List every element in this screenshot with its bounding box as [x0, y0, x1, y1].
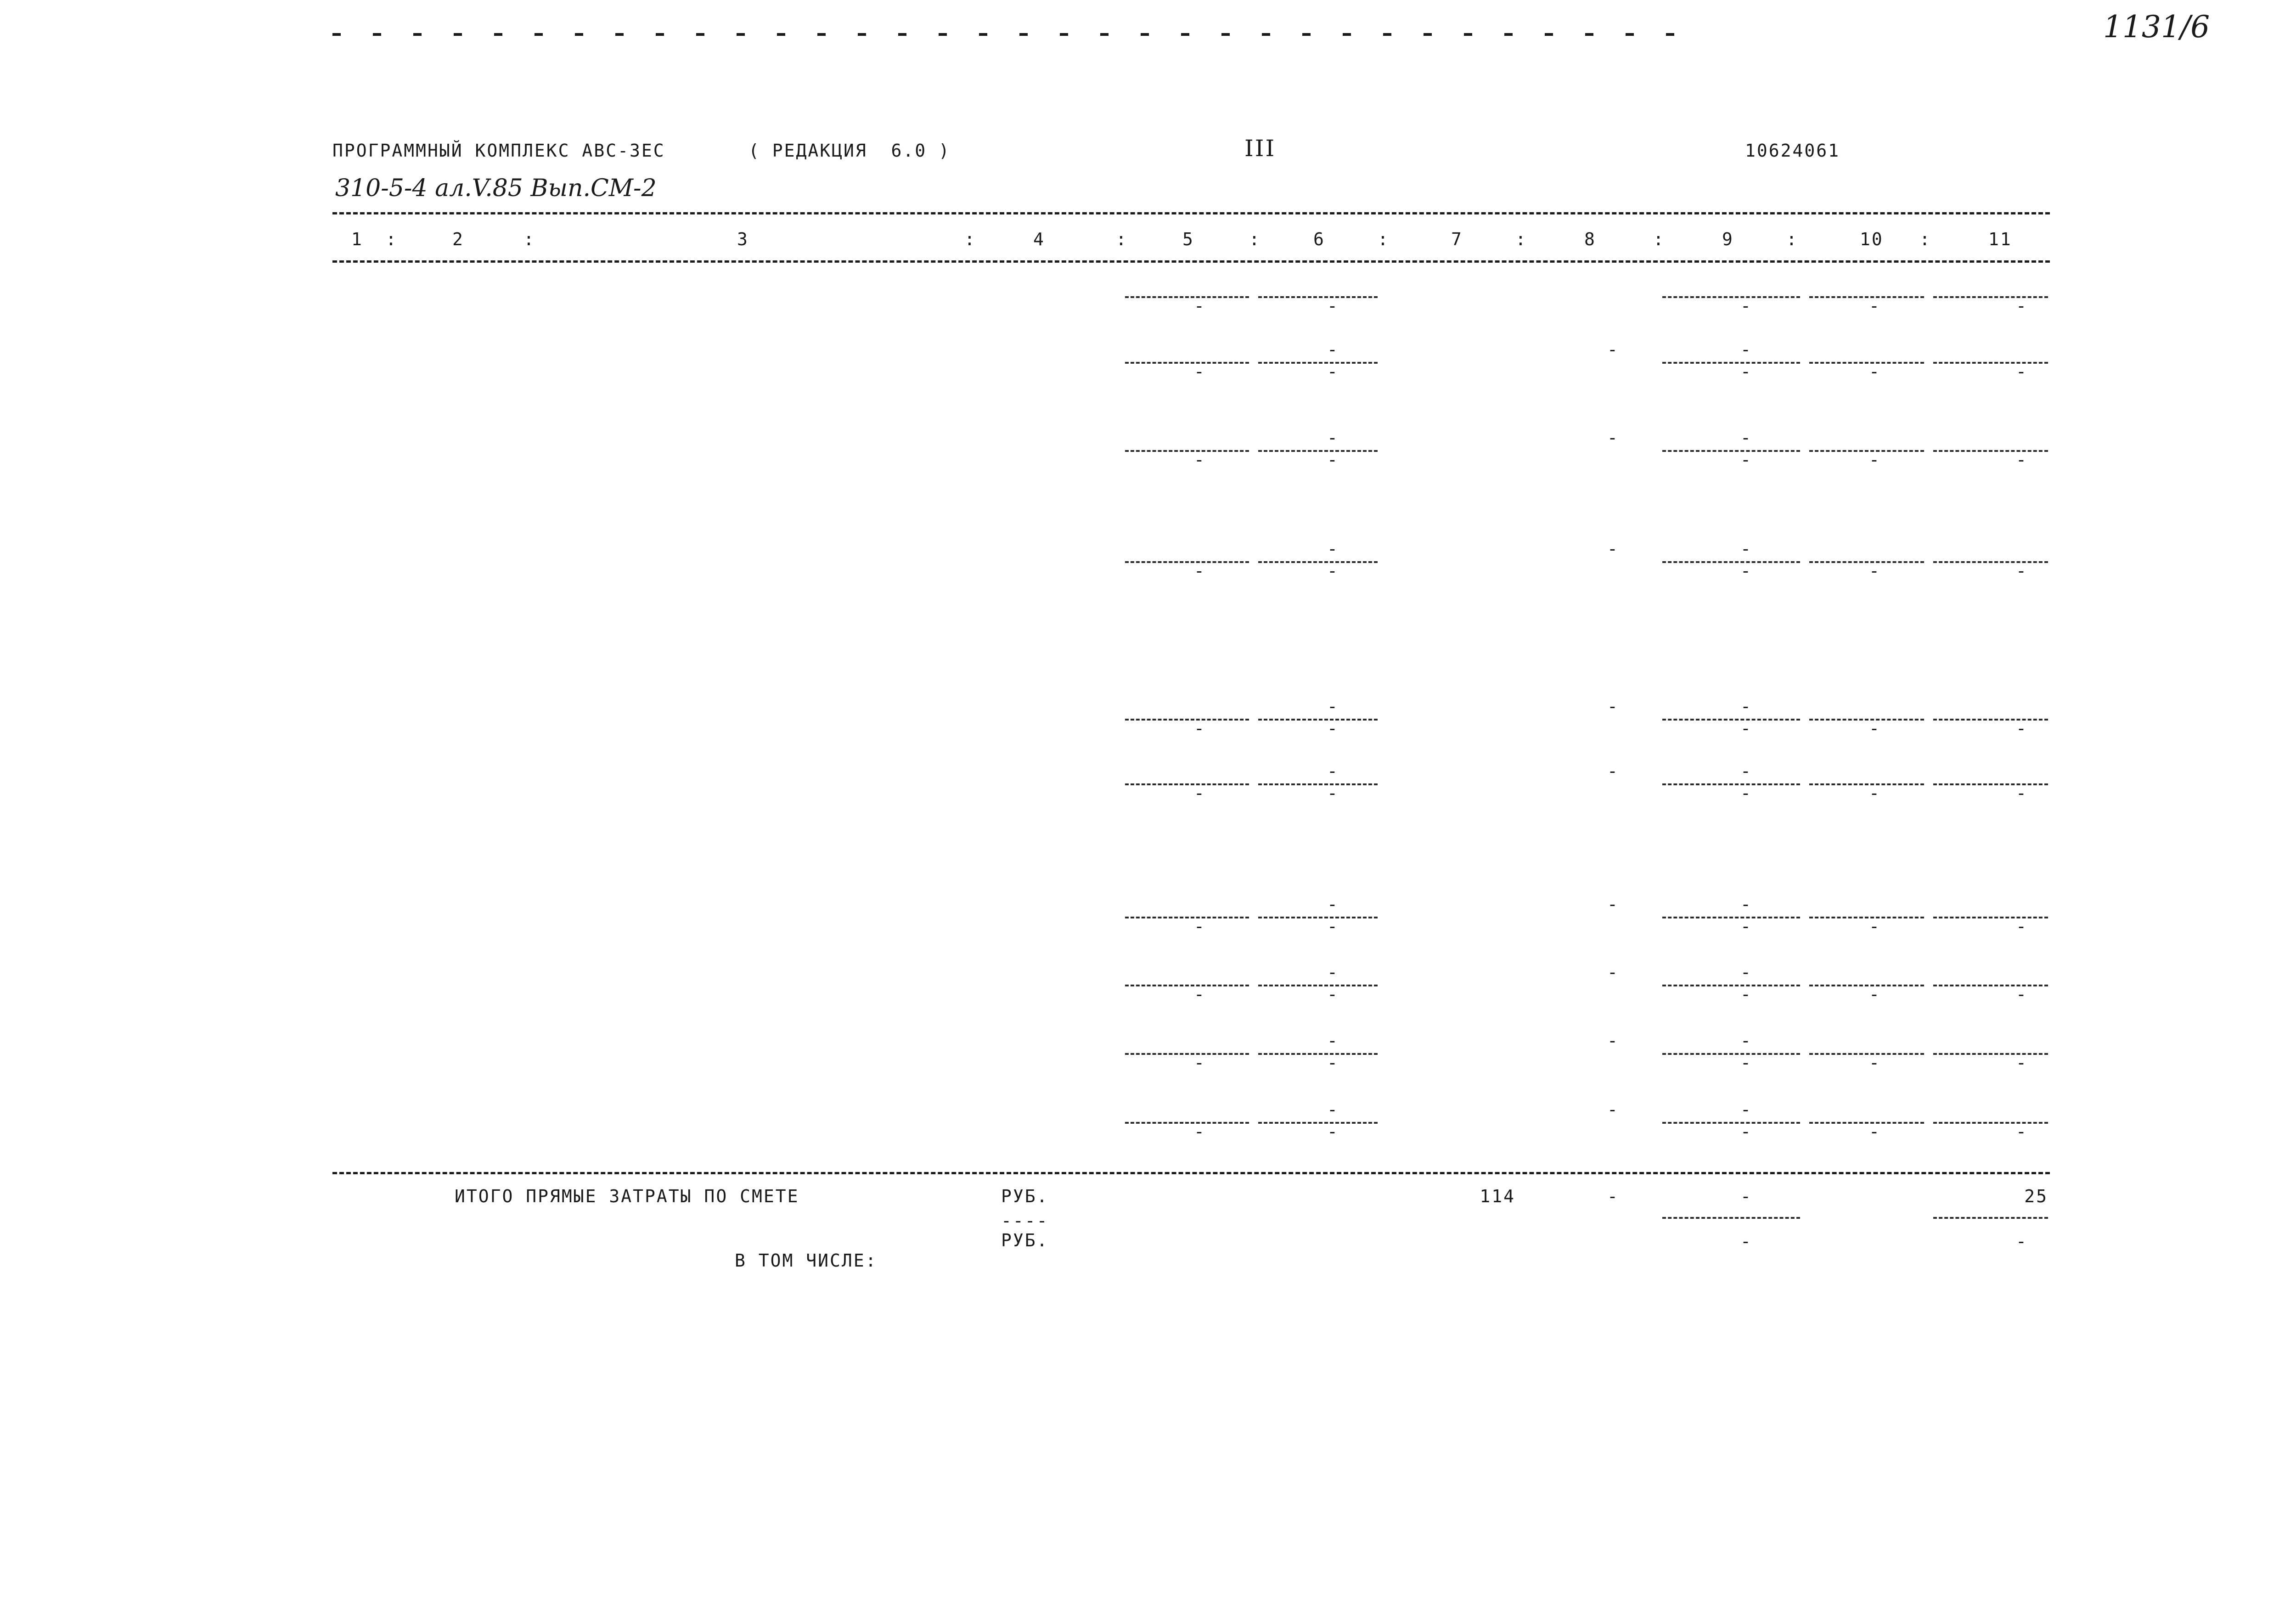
row-col9: - [1740, 894, 1752, 914]
row-placeholder-dash: - [1194, 450, 1204, 470]
row-col9: - [1740, 761, 1752, 781]
column-number: 10 [1860, 229, 1884, 249]
direct-costs-col11-b: - [2016, 1231, 2028, 1251]
row-subtotal-rule [1809, 783, 1924, 785]
program-title: ПРОГРАММНЫЙ КОМПЛЕКС АВС-3ЕС [332, 141, 665, 161]
column-separator: : [1378, 229, 1390, 249]
row-placeholder-dash: - [1740, 916, 1751, 936]
row-subtotal-rule [1809, 362, 1924, 364]
top-dash-mark [656, 33, 664, 36]
top-dash-mark [1060, 33, 1068, 36]
row-subtotal-rule [1662, 362, 1800, 364]
row-col9: - [1740, 539, 1752, 559]
row-placeholder-dash: - [1740, 561, 1751, 581]
column-separator: : [386, 229, 398, 249]
row-subtotal-rule [1662, 296, 1800, 298]
row-subtotal-rule [1809, 985, 1924, 986]
row-placeholder-dash: - [1327, 1053, 1338, 1073]
row-col6: - [1327, 428, 1339, 448]
column-number: 9 [1722, 229, 1734, 249]
direct-costs-col7: 114 [1480, 1186, 1515, 1206]
row-placeholder-dash: - [2016, 361, 2026, 382]
top-dash-mark [1141, 33, 1149, 36]
top-dash-mark [1181, 33, 1189, 36]
row-placeholder-dash: - [2016, 296, 2026, 316]
row-subtotal-rule [1258, 783, 1378, 785]
document-number: 10624061 [1745, 141, 1840, 161]
top-dash-mark [1545, 33, 1553, 36]
row-col6: - [1327, 962, 1339, 982]
row-col8: - [1607, 539, 1619, 559]
row-subtotal-rule [1258, 1053, 1378, 1055]
top-dash-mark [898, 33, 906, 36]
direct-costs-unit: РУБ. [1001, 1186, 1049, 1206]
row-subtotal-rule [1809, 719, 1924, 721]
row-subtotal-rule [1125, 1122, 1249, 1124]
row-placeholder-dash: - [1194, 361, 1204, 382]
row-placeholder-dash: - [1869, 1121, 1880, 1142]
row-col6: - [1327, 539, 1339, 559]
row-placeholder-dash: - [1194, 984, 1204, 1004]
direct-costs-col11: 25 [2024, 1186, 2048, 1206]
top-dash-mark [535, 33, 543, 36]
top-dash-mark [696, 33, 704, 36]
row-placeholder-dash: - [1740, 984, 1751, 1004]
top-dash-mark [454, 33, 462, 36]
edition-label: ( РЕДАКЦИЯ 6.0 ) [748, 141, 951, 161]
row-subtotal-rule [1125, 985, 1249, 986]
top-dash-mark [575, 33, 583, 36]
row-subtotal-rule [1662, 719, 1800, 721]
column-number: 8 [1584, 229, 1596, 249]
row-subtotal-rule [1809, 561, 1924, 563]
row-placeholder-dash: - [1740, 361, 1751, 382]
row-subtotal-rule [1662, 1122, 1800, 1124]
direct-costs-col9-b: - [1740, 1231, 1752, 1251]
row-subtotal-rule [1809, 1053, 1924, 1055]
row-subtotal-rule [1125, 1053, 1249, 1055]
row-col6: - [1327, 761, 1339, 781]
row-subtotal-rule [1662, 450, 1800, 452]
row-subtotal-rule [1258, 985, 1378, 986]
row-col8: - [1607, 894, 1619, 914]
column-number: 2 [452, 229, 464, 249]
row-col9: - [1740, 696, 1752, 716]
row-subtotal-rule [1662, 783, 1800, 785]
row-subtotal-rule [1933, 1053, 2048, 1055]
row-col6: - [1327, 1031, 1339, 1051]
column-separator: : [523, 229, 535, 249]
column-number: 7 [1451, 229, 1463, 249]
column-separator: : [1653, 229, 1665, 249]
table-top-rule [332, 212, 2050, 214]
top-dash-mark [1424, 33, 1432, 36]
row-subtotal-rule [1258, 917, 1378, 918]
top-dash-mark [1464, 33, 1472, 36]
direct-costs-label: ИТОГО ПРЯМЫЕ ЗАТРАТЫ ПО СМЕТЕ [455, 1186, 799, 1206]
row-subtotal-rule [1662, 917, 1800, 918]
direct-costs-col9: - [1740, 1186, 1752, 1206]
row-placeholder-dash: - [1869, 783, 1880, 803]
direct-costs-unit-2: РУБ. [1001, 1230, 1049, 1250]
row-col6: - [1327, 339, 1339, 360]
direct-costs-rule-col11 [1933, 1217, 2048, 1219]
row-placeholder-dash: - [1869, 450, 1880, 470]
row-placeholder-dash: - [1327, 916, 1338, 936]
top-dash-mark [1666, 33, 1674, 36]
row-subtotal-rule [1125, 719, 1249, 721]
row-placeholder-dash: - [1740, 1053, 1751, 1073]
row-subtotal-rule [1809, 1122, 1924, 1124]
row-subtotal-rule [1258, 362, 1378, 364]
row-col9: - [1740, 1099, 1752, 1120]
column-number: 6 [1313, 229, 1325, 249]
row-subtotal-rule [1933, 450, 2048, 452]
row-placeholder-dash: - [2016, 916, 2026, 936]
top-dash-mark [1100, 33, 1109, 36]
row-subtotal-rule [1258, 1122, 1378, 1124]
top-dash-mark [939, 33, 947, 36]
row-placeholder-dash: - [2016, 450, 2026, 470]
row-col8: - [1607, 1099, 1619, 1120]
row-col9: - [1740, 962, 1752, 982]
column-number: 4 [1033, 229, 1045, 249]
row-placeholder-dash: - [1740, 296, 1751, 316]
row-placeholder-dash: - [1869, 1053, 1880, 1073]
row-subtotal-rule [1809, 917, 1924, 918]
row-col9: - [1740, 339, 1752, 360]
top-dash-mark [1221, 33, 1230, 36]
row-placeholder-dash: - [2016, 783, 2026, 803]
row-placeholder-dash: - [1194, 561, 1204, 581]
column-number: 1 [351, 229, 363, 249]
top-dash-mark [494, 33, 502, 36]
column-separator: : [1249, 229, 1261, 249]
row-placeholder-dash: - [1327, 1121, 1338, 1142]
table-bottom-rule [332, 1172, 2050, 1174]
row-subtotal-rule [1258, 450, 1378, 452]
table-header-rule [332, 260, 2050, 263]
row-placeholder-dash: - [1869, 718, 1880, 738]
row-placeholder-dash: - [1869, 916, 1880, 936]
row-col8: - [1607, 696, 1619, 716]
top-dash-mark [737, 33, 745, 36]
row-subtotal-rule [1125, 362, 1249, 364]
row-placeholder-dash: - [1327, 561, 1338, 581]
row-placeholder-dash: - [1327, 718, 1338, 738]
row-subtotal-rule [1809, 450, 1924, 452]
row-subtotal-rule [1258, 296, 1378, 298]
row-subtotal-rule [1662, 985, 1800, 986]
top-dash-mark [979, 33, 987, 36]
direct-costs-col8: - [1607, 1186, 1619, 1206]
row-subtotal-rule [1125, 296, 1249, 298]
column-separator: : [1786, 229, 1798, 249]
row-placeholder-dash: - [1194, 1053, 1204, 1073]
top-dash-mark [1585, 33, 1593, 36]
row-placeholder-dash: - [1869, 361, 1880, 382]
row-subtotal-rule [1933, 985, 2048, 986]
row-placeholder-dash: - [2016, 1053, 2026, 1073]
row-placeholder-dash: - [2016, 561, 2026, 581]
top-dash-mark [858, 33, 866, 36]
row-subtotal-rule [1258, 719, 1378, 721]
row-subtotal-rule [1933, 1122, 2048, 1124]
row-placeholder-dash: - [1327, 783, 1338, 803]
top-dash-mark [817, 33, 826, 36]
row-subtotal-rule [1125, 783, 1249, 785]
row-subtotal-rule [1933, 917, 2048, 918]
top-dash-mark [777, 33, 785, 36]
including-label: В ТОМ ЧИСЛЕ: [735, 1250, 878, 1271]
row-col6: - [1327, 894, 1339, 914]
top-dash-mark [332, 33, 341, 36]
row-subtotal-rule [1933, 296, 2048, 298]
column-separator: : [964, 229, 976, 249]
row-placeholder-dash: - [1194, 916, 1204, 936]
row-placeholder-dash: - [1740, 783, 1751, 803]
row-col8: - [1607, 428, 1619, 448]
row-placeholder-dash: - [2016, 718, 2026, 738]
row-placeholder-dash: - [1740, 718, 1751, 738]
row-subtotal-rule [1258, 561, 1378, 563]
row-placeholder-dash: - [1869, 296, 1880, 316]
direct-costs-dashes: ---- [1001, 1211, 1049, 1231]
row-subtotal-rule [1662, 1053, 1800, 1055]
top-dash-mark [1626, 33, 1634, 36]
column-number: 3 [737, 229, 749, 249]
corner-mark: 1131/6 [2103, 9, 2210, 45]
top-dash-mark [373, 33, 381, 36]
row-placeholder-dash: - [1869, 561, 1880, 581]
row-placeholder-dash: - [2016, 1121, 2026, 1142]
top-dash-mark [1504, 33, 1513, 36]
direct-costs-rule-col9 [1662, 1217, 1800, 1219]
row-subtotal-rule [1809, 296, 1924, 298]
column-separator: : [1116, 229, 1128, 249]
top-dash-mark [1383, 33, 1391, 36]
top-dash-mark [413, 33, 422, 36]
column-separator: : [1515, 229, 1527, 249]
row-col8: - [1607, 761, 1619, 781]
row-placeholder-dash: - [1327, 450, 1338, 470]
page-number: III [1244, 135, 1276, 162]
top-dash-mark [1019, 33, 1028, 36]
row-col6: - [1327, 1099, 1339, 1120]
column-separator: : [1919, 229, 1931, 249]
column-number: 11 [1988, 229, 2012, 249]
row-placeholder-dash: - [1194, 718, 1204, 738]
row-placeholder-dash: - [1327, 984, 1338, 1004]
row-placeholder-dash: - [1194, 296, 1204, 316]
top-dash-mark [615, 33, 624, 36]
row-subtotal-rule [1933, 719, 2048, 721]
row-subtotal-rule [1125, 450, 1249, 452]
top-dash-mark [1302, 33, 1311, 36]
row-placeholder-dash: - [1194, 1121, 1204, 1142]
column-number: 5 [1182, 229, 1194, 249]
row-placeholder-dash: - [1869, 984, 1880, 1004]
top-dash-mark [1343, 33, 1351, 36]
row-col9: - [1740, 1031, 1752, 1051]
row-col8: - [1607, 339, 1619, 360]
row-subtotal-rule [1125, 917, 1249, 918]
row-subtotal-rule [1662, 561, 1800, 563]
row-subtotal-rule [1933, 561, 2048, 563]
row-placeholder-dash: - [1327, 296, 1338, 316]
top-dash-mark [1262, 33, 1270, 36]
row-col9: - [1740, 428, 1752, 448]
row-col8: - [1607, 962, 1619, 982]
row-subtotal-rule [1933, 783, 2048, 785]
row-subtotal-rule [1125, 561, 1249, 563]
row-placeholder-dash: - [1194, 783, 1204, 803]
row-placeholder-dash: - [1740, 1121, 1751, 1142]
row-placeholder-dash: - [1740, 450, 1751, 470]
row-placeholder-dash: - [2016, 984, 2026, 1004]
row-col8: - [1607, 1031, 1619, 1051]
row-subtotal-rule [1933, 362, 2048, 364]
handwritten-reference: 310-5-4 ал.V.85 Вып.СМ-2 [335, 175, 657, 202]
row-placeholder-dash: - [1327, 361, 1338, 382]
row-col6: - [1327, 696, 1339, 716]
